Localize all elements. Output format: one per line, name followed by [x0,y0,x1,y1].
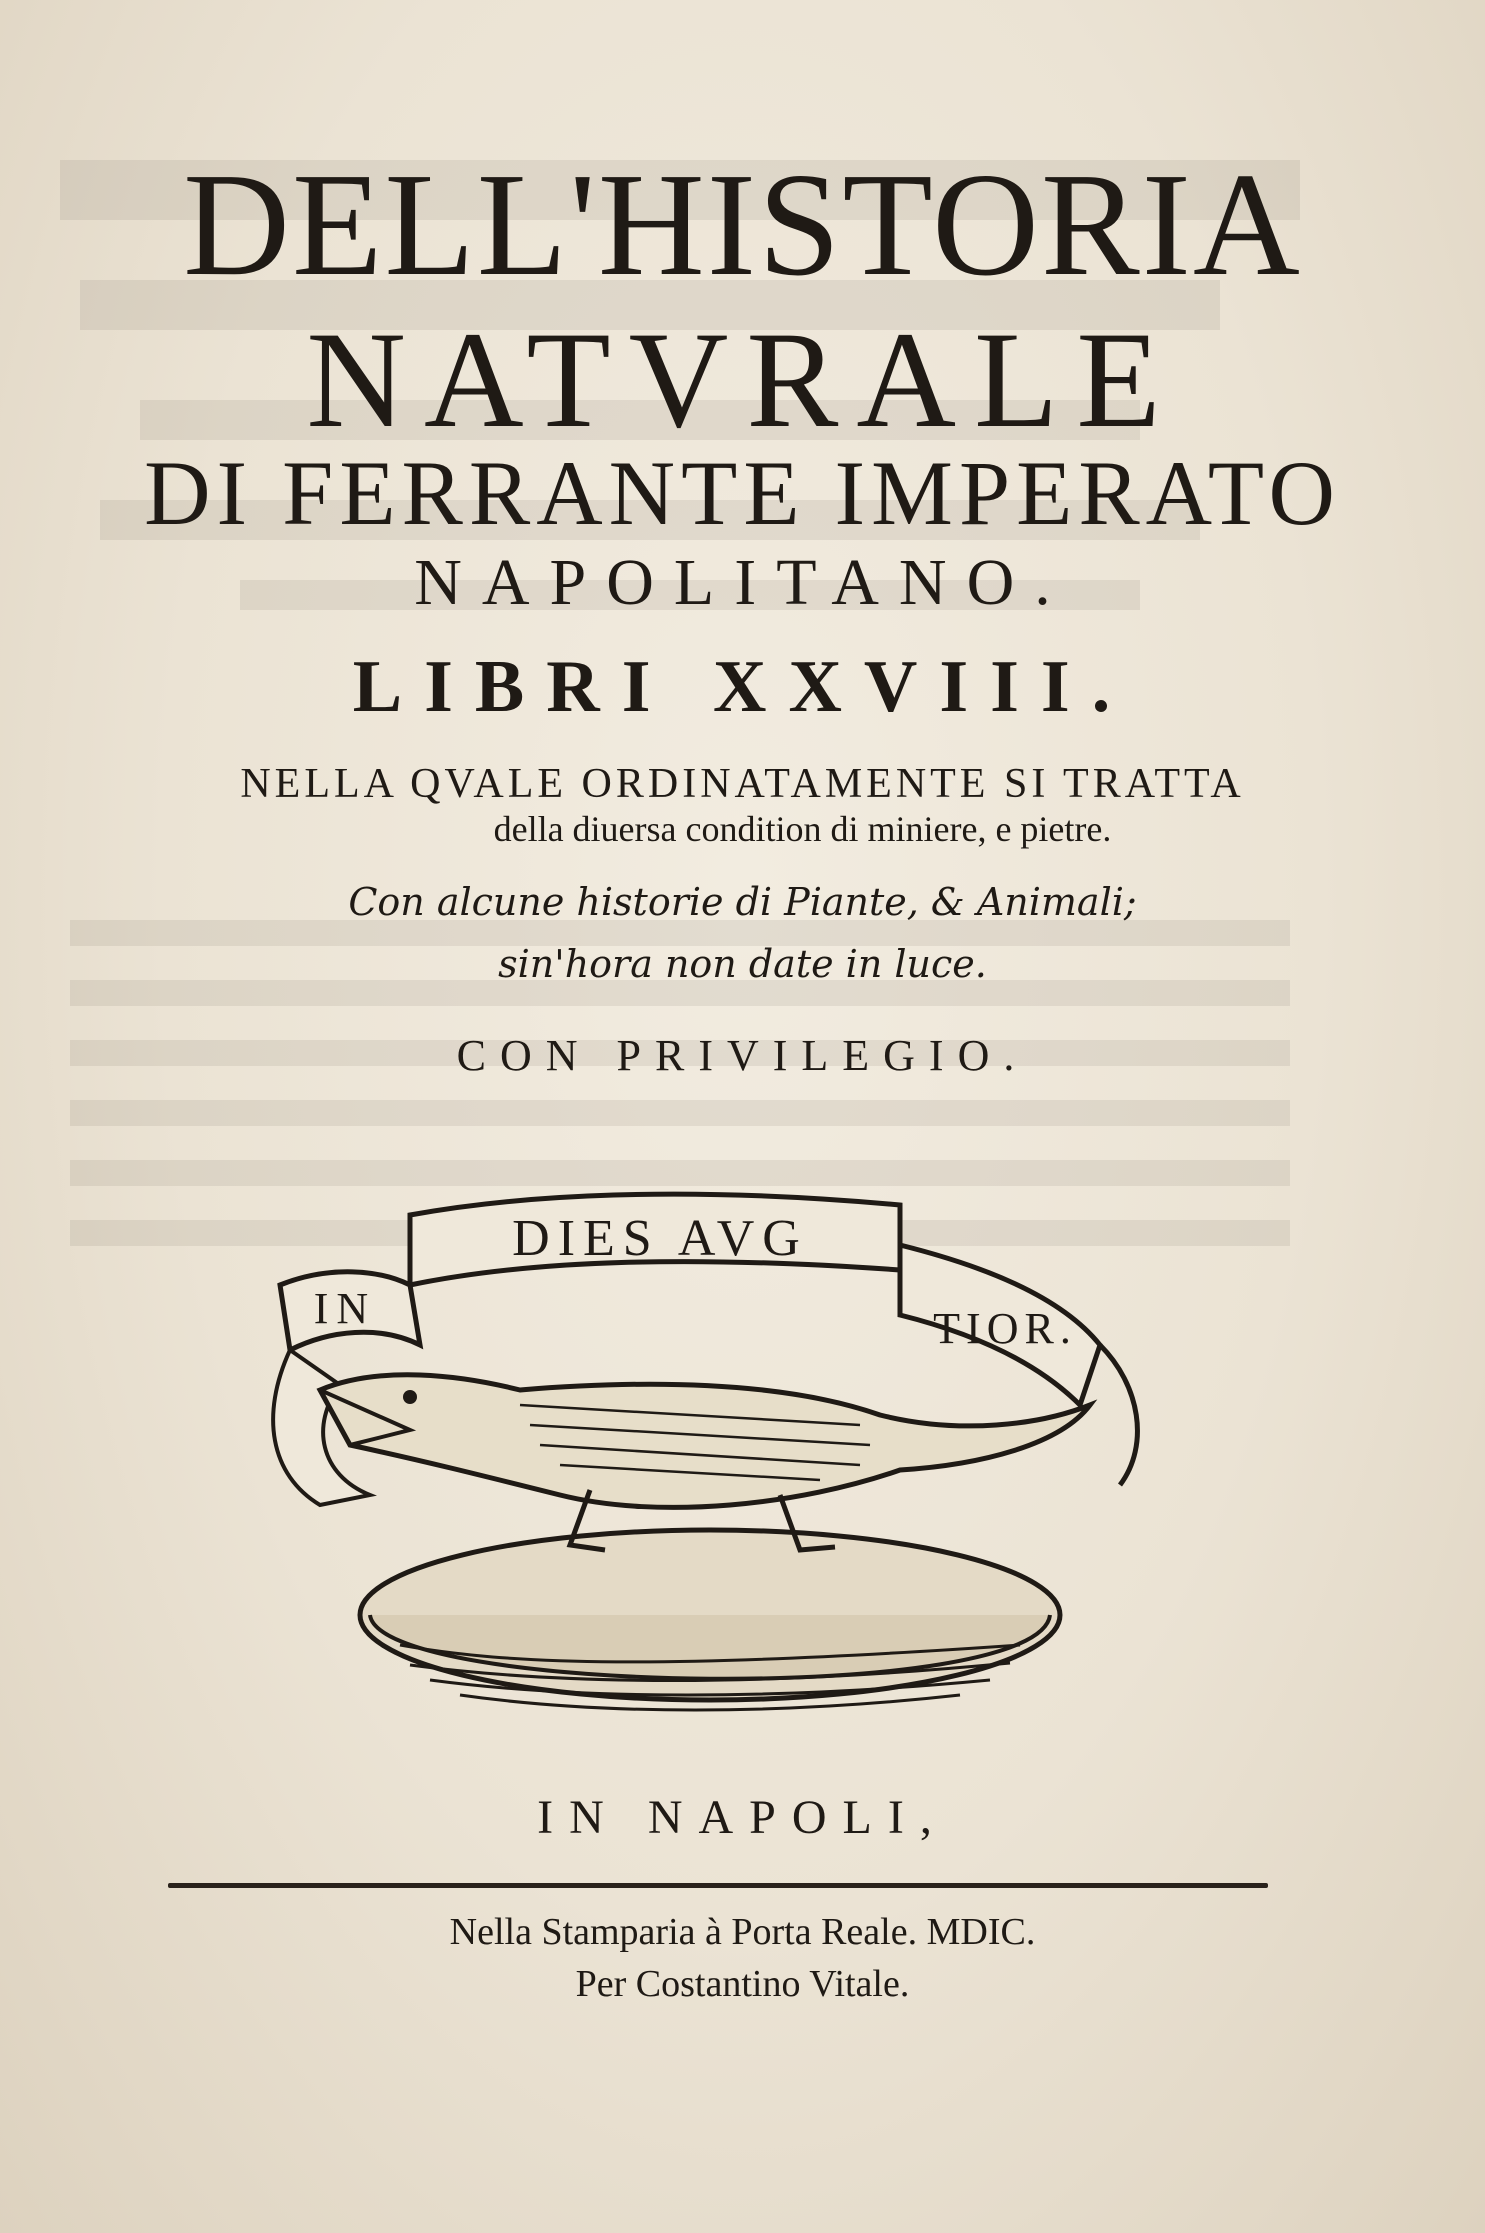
subtitle-line-3: Con alcune historie di Piante, & Animali; [348,880,1137,924]
motto-left: IN [313,1284,377,1333]
printer-device-crocodile [260,1175,1180,1735]
subtitle-line-2: della diuersa condition di miniere, e pietre. [493,809,1112,849]
imprint-printer: Nella Stamparia à Porta Reale. MDIC. [449,1911,1036,1953]
privilege-text: CON PRIVILEGIO. [456,1031,1029,1080]
title-line-3: DI FERRANTE IMPERATO [144,442,1341,544]
motto-center: DIES AVG [512,1210,808,1267]
motto-right: TIOR. [933,1304,1077,1353]
title-line-5: LIBRI XXVIII. [352,646,1133,728]
title-line-1: DELL'HISTORIA [183,143,1302,307]
title-line-2: NATVRALE [306,303,1179,456]
title-line-4: NAPOLITANO. [414,546,1071,619]
subtitle-line-1: NELLA QVALE ORDINATAMENTE SI TRATTA [240,761,1245,807]
imprint-publisher: Per Costantino Vitale. [575,1963,910,2005]
subtitle-line-4: sin'hora non date in luce. [498,942,987,986]
imprint-place: IN NAPOLI, [537,1791,948,1844]
imprint-rule [168,1883,1268,1888]
